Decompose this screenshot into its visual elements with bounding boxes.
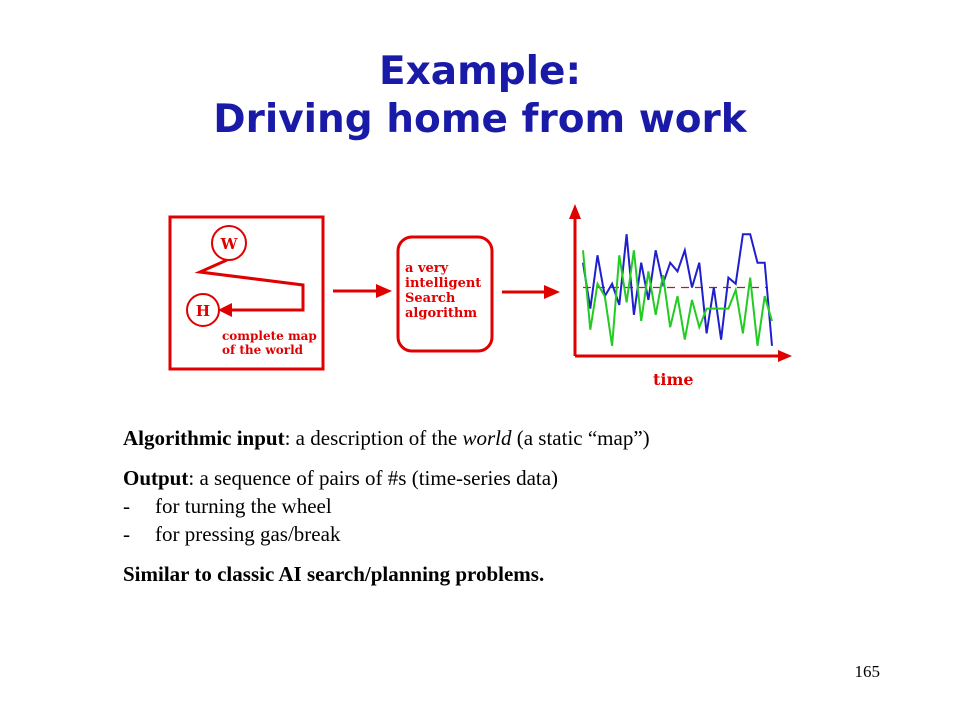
similar-line bbox=[123, 560, 883, 588]
body-text bbox=[123, 424, 883, 588]
time-axis-label: time bbox=[653, 370, 694, 389]
input-world: world bbox=[462, 426, 512, 450]
algorithm-label-4: algorithm bbox=[405, 306, 478, 321]
algorithm-label-3: Search bbox=[405, 291, 456, 306]
bullet-item-2 bbox=[123, 520, 883, 548]
home-node-label: H bbox=[195, 302, 211, 320]
input-text-a: : a description of the bbox=[284, 426, 463, 450]
route-path bbox=[200, 260, 303, 310]
series-green-line bbox=[583, 250, 772, 345]
page-number: 165 bbox=[854, 662, 880, 681]
map-caption-1: complete map bbox=[222, 329, 317, 343]
bullet-text-1: for turning the wheel bbox=[155, 494, 332, 518]
y-axis-arrowhead bbox=[569, 204, 581, 219]
title-line-2: Driving home from work bbox=[213, 97, 747, 142]
map-caption-2: of the world bbox=[222, 343, 304, 357]
bullet-dash-2: - bbox=[123, 522, 130, 546]
bullet-item-1 bbox=[123, 492, 883, 520]
input-label: Algorithmic input bbox=[123, 426, 285, 450]
arrow-algo-to-chart-head bbox=[544, 285, 560, 299]
input-text-b: (a static “map”) bbox=[511, 426, 650, 450]
output-line bbox=[123, 464, 883, 492]
algorithm-label-2: intelligent bbox=[405, 276, 482, 291]
similar-text: Similar to classic AI search/planning problems. bbox=[123, 562, 545, 586]
bullet-text-2: for pressing gas/break bbox=[155, 522, 341, 546]
output-text: : a sequence of pairs of #s (time-series data) bbox=[188, 466, 559, 490]
input-line bbox=[123, 424, 883, 452]
title-line-1: Example: bbox=[378, 49, 582, 94]
output-label: Output bbox=[123, 466, 189, 490]
algorithm-label-1: a very bbox=[405, 261, 449, 276]
x-axis-arrowhead bbox=[778, 350, 792, 362]
arrow-map-to-algo-head bbox=[376, 284, 392, 298]
bullet-dash-1: - bbox=[123, 494, 130, 518]
route-arrowhead bbox=[218, 303, 232, 317]
work-node-label: W bbox=[220, 235, 238, 253]
